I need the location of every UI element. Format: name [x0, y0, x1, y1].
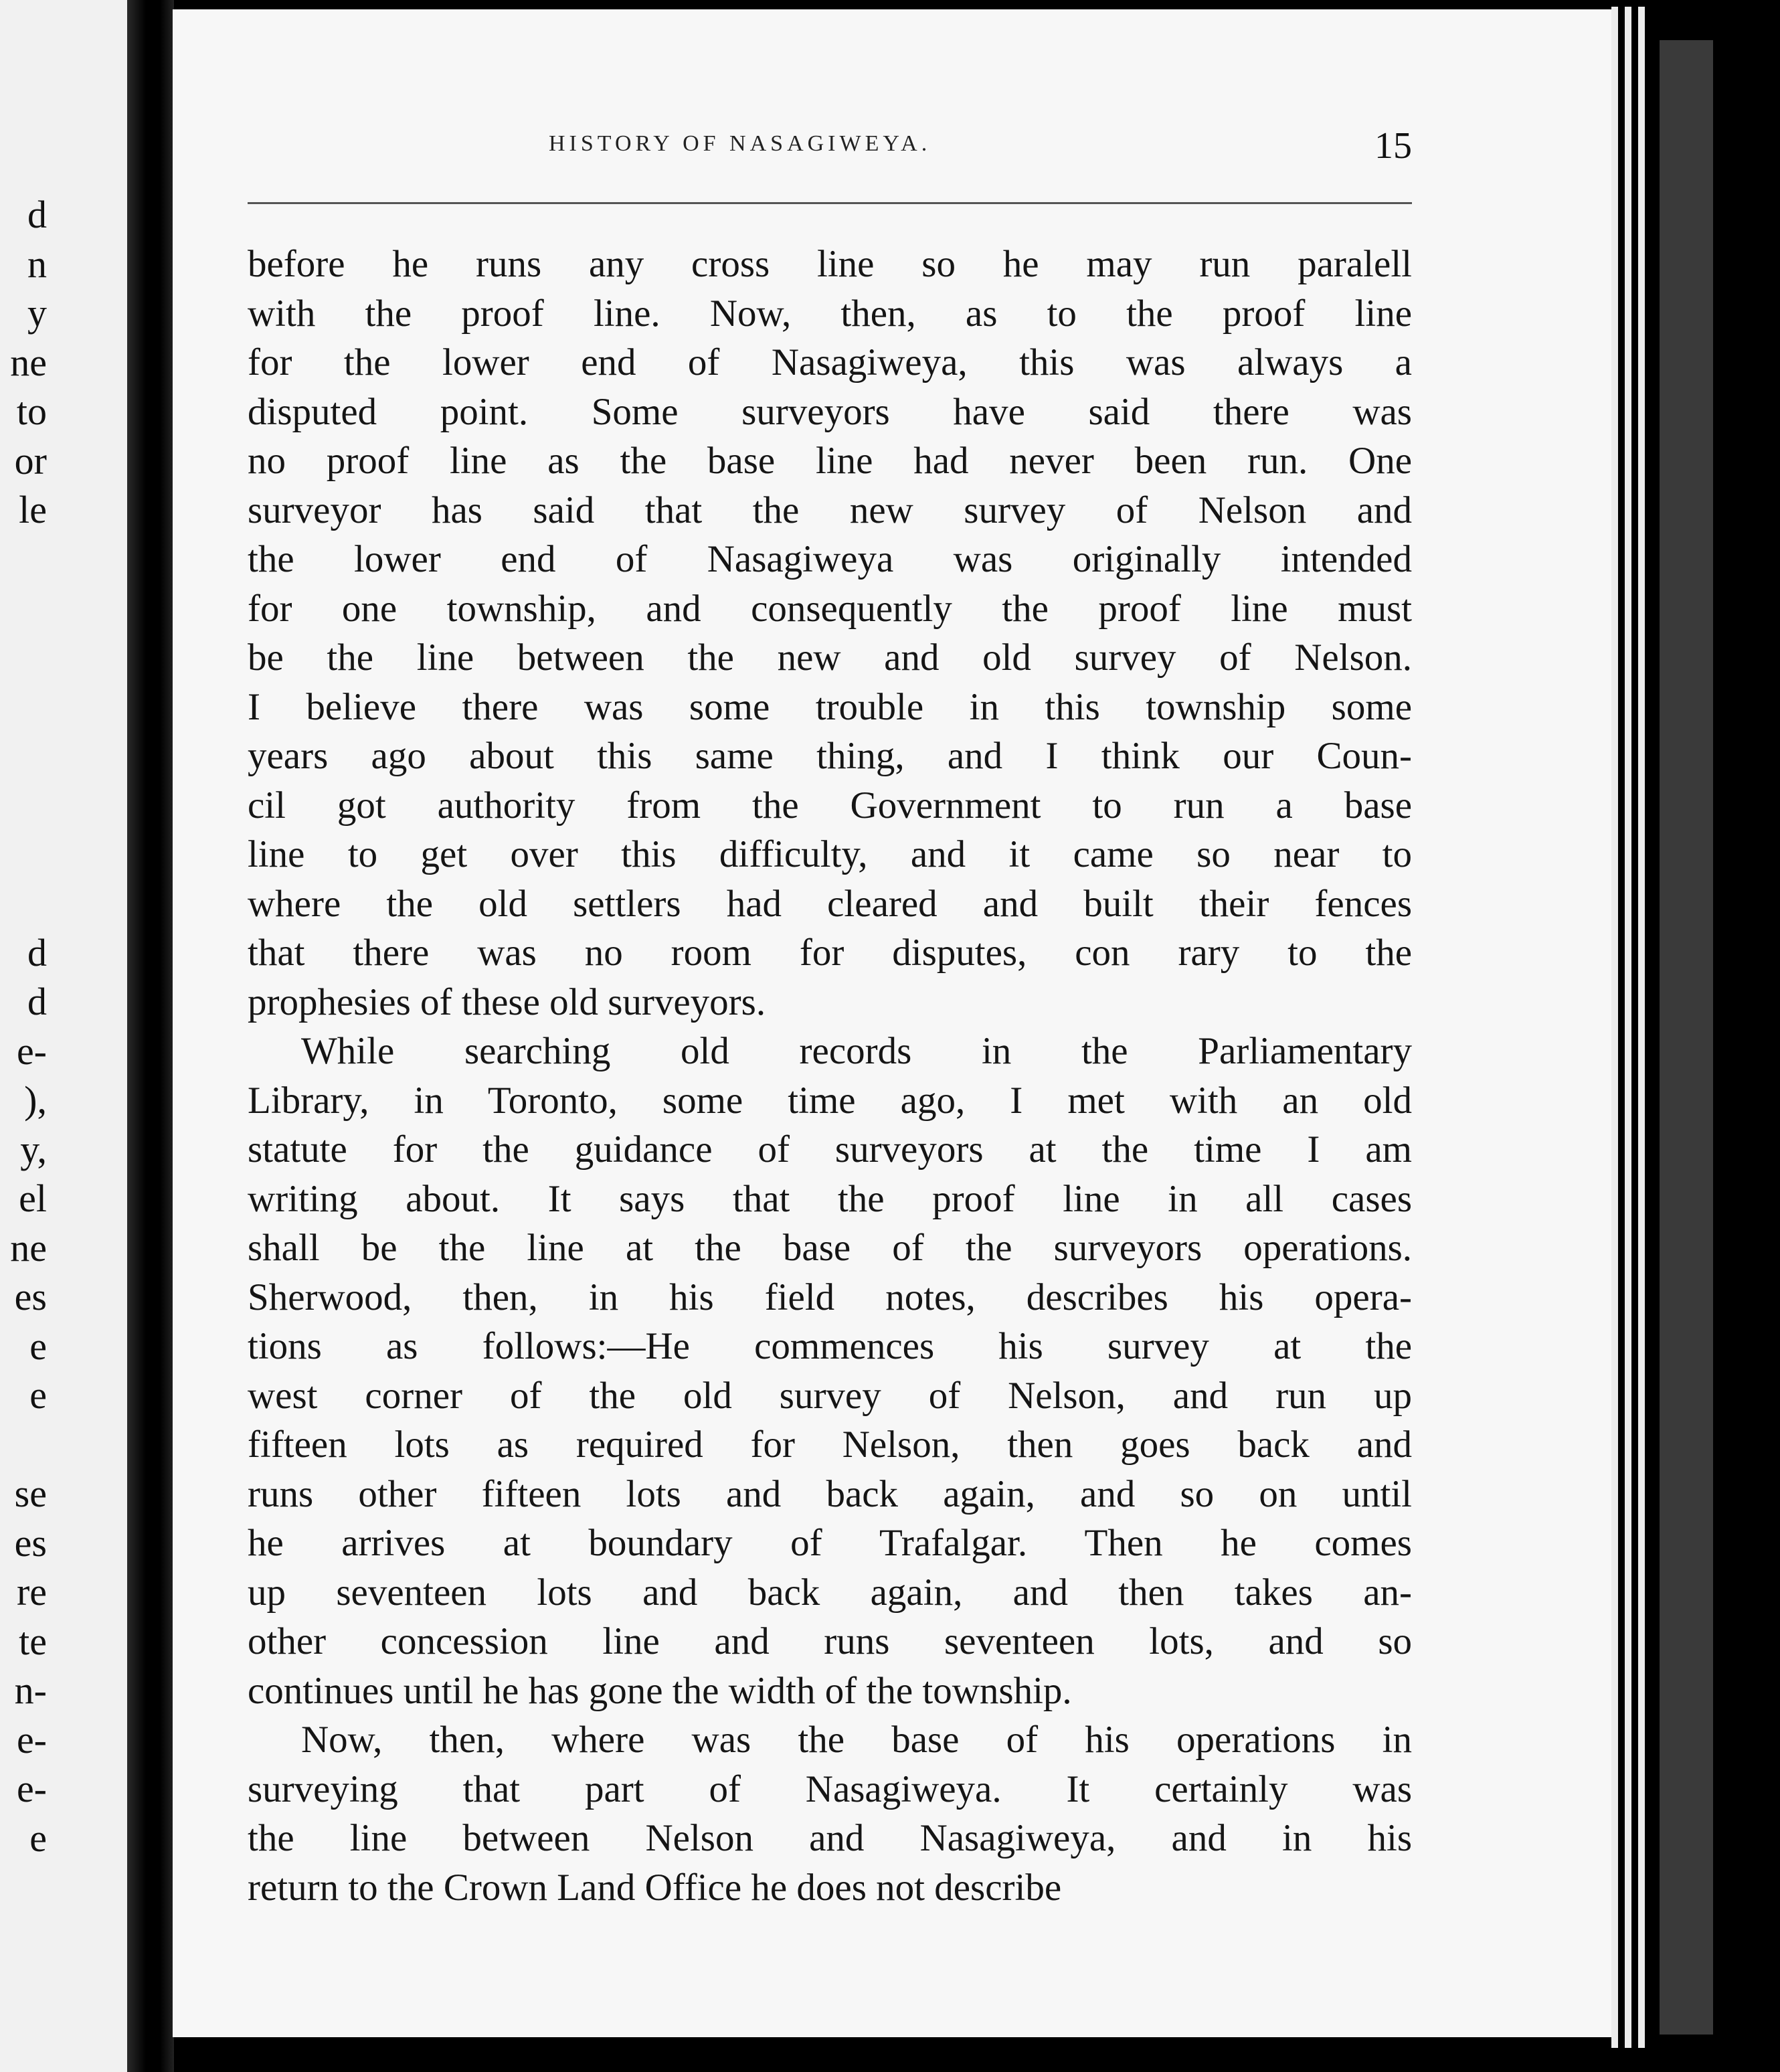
- left-page-fragment: ne: [10, 1225, 47, 1270]
- left-page-fragment: y: [27, 291, 47, 335]
- left-page-fragment: ),: [24, 1078, 47, 1122]
- text-line: other concession line and runs seventeen lots, and so: [248, 1620, 1412, 1662]
- left-page-fragment: y,: [20, 1127, 47, 1171]
- text-line: disputed point. Some surveyors have said there was: [248, 390, 1412, 433]
- text-line: I believe there was some trouble in this township some: [248, 685, 1412, 728]
- page-number: 15: [1374, 125, 1412, 167]
- text-line: Library, in Toronto, some time ago, I met with an old: [248, 1079, 1412, 1122]
- left-page-fragment: e: [29, 1373, 47, 1417]
- left-page-fragment: d: [27, 980, 47, 1023]
- text-line: where the old settlers had cleared and built their fences: [248, 882, 1412, 925]
- left-page-fragment: e-: [16, 1717, 47, 1761]
- text-line: cil got authority from the Government to run a base: [248, 784, 1412, 827]
- text-line: surveyor has said that the new survey of Nelson and: [248, 489, 1412, 531]
- left-page-fragment: d: [27, 930, 47, 974]
- text-line: before he runs any cross line so he may run paralell: [248, 243, 1412, 285]
- text-line: fifteen lots as required for Nelson, then goes back and: [248, 1423, 1412, 1466]
- running-head: [248, 125, 1412, 171]
- left-page-fragment: se: [14, 1472, 47, 1515]
- text-line: be the line between the new and old survey of Nelson.: [248, 636, 1412, 679]
- text-line: with the proof line. Now, then, as to the proof line: [248, 292, 1412, 335]
- text-line: west corner of the old survey of Nelson, and run up: [248, 1374, 1412, 1417]
- left-page-fragment: or: [14, 438, 47, 483]
- text-line: While searching old records in the Parliamentary: [301, 1030, 1412, 1072]
- left-page-fragment: e: [29, 1324, 47, 1368]
- left-page-fragment: es: [14, 1521, 47, 1565]
- text-line: shall be the line at the base of the surveyors operations.: [248, 1227, 1412, 1269]
- running-title: HISTORY OF NASAGIWEYA.: [549, 131, 931, 156]
- text-line: for the lower end of Nasagiweya, this was always a: [248, 341, 1412, 383]
- text-line: continues until he has gone the width of the township.: [248, 1669, 1072, 1712]
- left-page-fragment: d: [27, 193, 47, 236]
- text-line: runs other fifteen lots and back again, and so on until: [248, 1472, 1412, 1515]
- left-page-fragment: n-: [14, 1668, 47, 1712]
- header-rule: [248, 202, 1412, 204]
- text-line: that there was no room for disputes, con rary to the: [248, 932, 1412, 974]
- left-page-fragment: e: [29, 1816, 47, 1860]
- page-edge: [1625, 7, 1631, 2048]
- text-line: writing about. It says that the proof line in all cases: [248, 1177, 1412, 1220]
- text-line: prophesies of these old surveyors.: [248, 980, 766, 1023]
- text-line: for one township, and consequently the proof line must: [248, 587, 1412, 630]
- page-edge: [1638, 7, 1645, 2048]
- text-line: the line between Nelson and Nasagiweya, and in his: [248, 1817, 1412, 1859]
- left-page-fragment: n: [27, 242, 47, 286]
- text-line: he arrives at boundary of Trafalgar. Then he comes: [248, 1522, 1412, 1564]
- left-page-fragment: e-: [16, 1767, 47, 1810]
- book-cover-edge: [1660, 40, 1713, 2035]
- left-page-fragment: el: [19, 1177, 47, 1220]
- text-line: Now, then, where was the base of his operations in: [301, 1719, 1412, 1761]
- text-line: statute for the guidance of surveyors at the time I am: [248, 1128, 1412, 1171]
- left-page-fragment: te: [19, 1619, 47, 1663]
- text-line: the lower end of Nasagiweya was originally intended: [248, 538, 1412, 580]
- text-line: up seventeen lots and back again, and then takes an-: [248, 1571, 1412, 1614]
- page-edge: [1611, 7, 1618, 2048]
- left-page-fragment: es: [14, 1275, 47, 1318]
- text-line: surveying that part of Nasagiweya. It certainly was: [248, 1767, 1412, 1810]
- book-gutter: [127, 0, 174, 2072]
- left-page-fragment: le: [19, 488, 47, 531]
- text-line: return to the Crown Land Office he does not describe: [248, 1866, 1062, 1909]
- text-line: line to get over this difficulty, and it came so near to: [248, 833, 1412, 875]
- text-line: tions as follows:—He commences his survey at the: [248, 1325, 1412, 1367]
- text-line: years ago about this same thing, and I think our Coun-: [248, 735, 1412, 777]
- left-page-fragment: e-: [16, 1029, 47, 1073]
- text-line: Sherwood, then, in his field notes, describes his opera-: [248, 1276, 1412, 1318]
- body-text: [248, 240, 1412, 1912]
- text-line: no proof line as the base line had never been run. One: [248, 440, 1412, 482]
- left-page-fragment: to: [16, 390, 47, 433]
- left-page-fragment: re: [16, 1570, 47, 1614]
- left-page-fragment: ne: [10, 340, 47, 384]
